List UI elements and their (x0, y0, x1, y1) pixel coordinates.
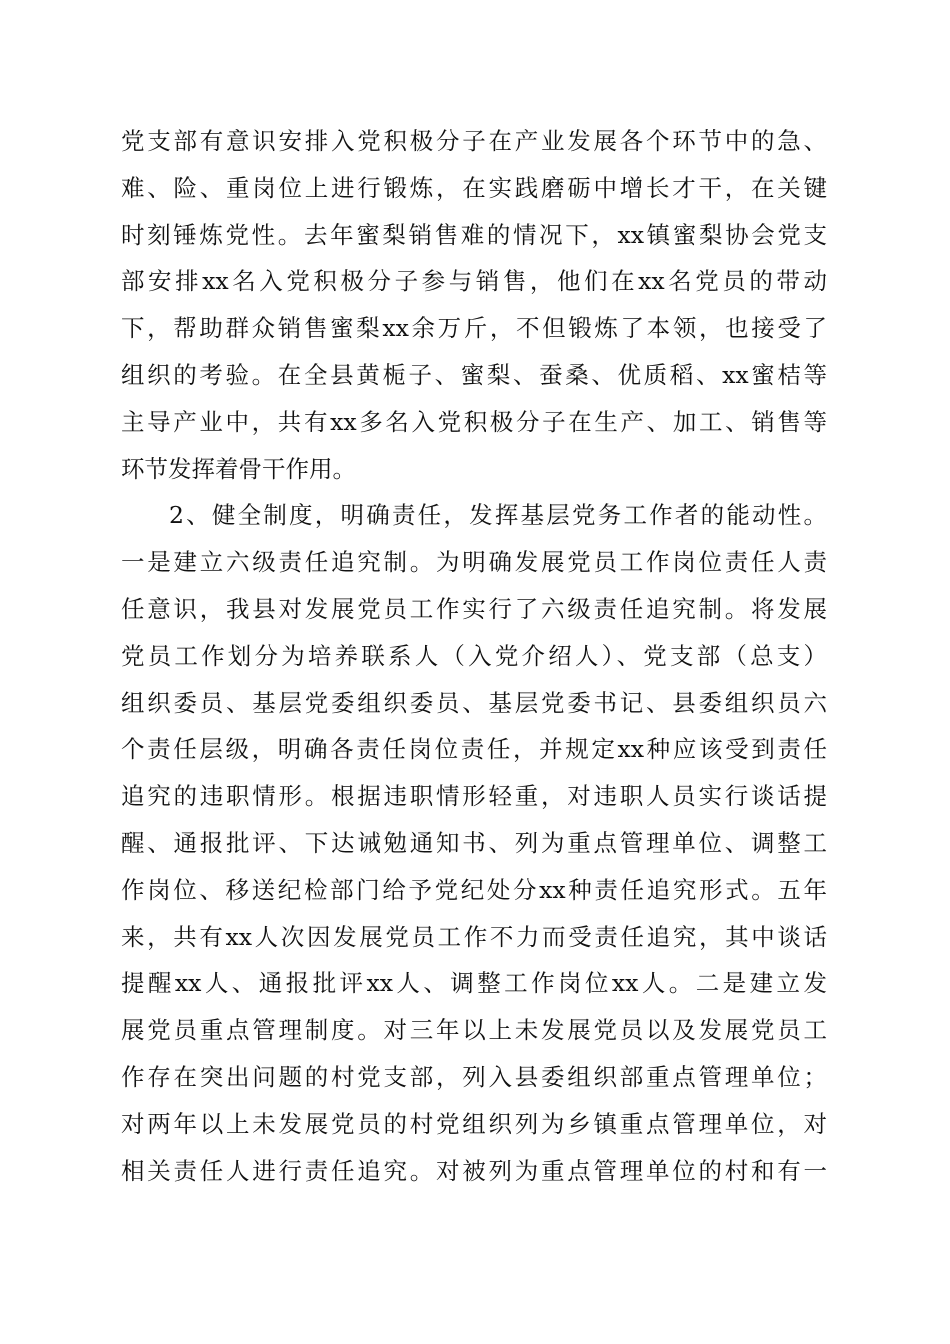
paragraph-heading-line: 2、健全制度，明确责任，发挥基层党务工作者的能动性。 (169, 501, 827, 530)
text-line: 提醒xx人、通报批评xx人、调整工作岗位xx人。二是建立发 (121, 969, 827, 998)
text-line: 相关责任人进行责任追究。对被列为重点管理单位的村和有一 (121, 1156, 827, 1185)
text-line: 个责任层级，明确各责任岗位责任，并规定xx种应该受到责任 (121, 735, 827, 764)
text-line: 组织委员、基层党委组织委员、基层党委书记、县委组织员六 (121, 688, 827, 717)
text-line: 追究的违职情形。根据违职情形轻重，对违职人员实行谈话提 (121, 782, 827, 811)
text-line: 醒、通报批评、下达诫勉通知书、列为重点管理单位、调整工 (121, 828, 827, 857)
text-line: 环节发挥着骨干作用。 (121, 454, 356, 483)
text-line: 作岗位、移送纪检部门给予党纪处分xx种责任追究形式。五年 (121, 875, 827, 904)
body-text (121, 118, 827, 1194)
text-line: 部安排xx名入党积极分子参与销售，他们在xx名党员的带动 (121, 267, 827, 296)
text-line: 下，帮助群众销售蜜梨xx余万斤，不但锻炼了本领，也接受了 (121, 314, 827, 343)
text-line: 时刻锤炼党性。去年蜜梨销售难的情况下，xx镇蜜梨协会党支 (121, 220, 827, 249)
text-line: 党支部有意识安排入党积极分子在产业发展各个环节中的急、 (121, 127, 827, 155)
text-line: 党员工作划分为培养联系人（入党介绍人）、党支部（总支） (121, 641, 827, 670)
text-line: 来，共有xx人次因发展党员工作不力而受责任追究，其中谈话 (121, 922, 827, 951)
text-line: 任意识，我县对发展党员工作实行了六级责任追究制。将发展 (121, 594, 827, 623)
text-line: 对两年以上未发展党员的村党组织列为乡镇重点管理单位，对 (121, 1109, 827, 1138)
text-line: 组织的考验。在全县黄栀子、蜜梨、蚕桑、优质稻、xx蜜桔等 (121, 360, 827, 389)
text-line: 难、险、重岗位上进行锻炼，在实践磨砺中增长才干，在关键 (121, 173, 827, 202)
text-line: 展党员重点管理制度。对三年以上未发展党员以及发展党员工 (121, 1016, 827, 1045)
text-line: 作存在突出问题的村党支部，列入县委组织部重点管理单位； (121, 1062, 827, 1091)
text-line: 一是建立六级责任追究制。为明确发展党员工作岗位责任人责 (121, 548, 827, 577)
text-line: 主导产业中，共有xx多名入党积极分子在生产、加工、销售等 (121, 407, 827, 436)
